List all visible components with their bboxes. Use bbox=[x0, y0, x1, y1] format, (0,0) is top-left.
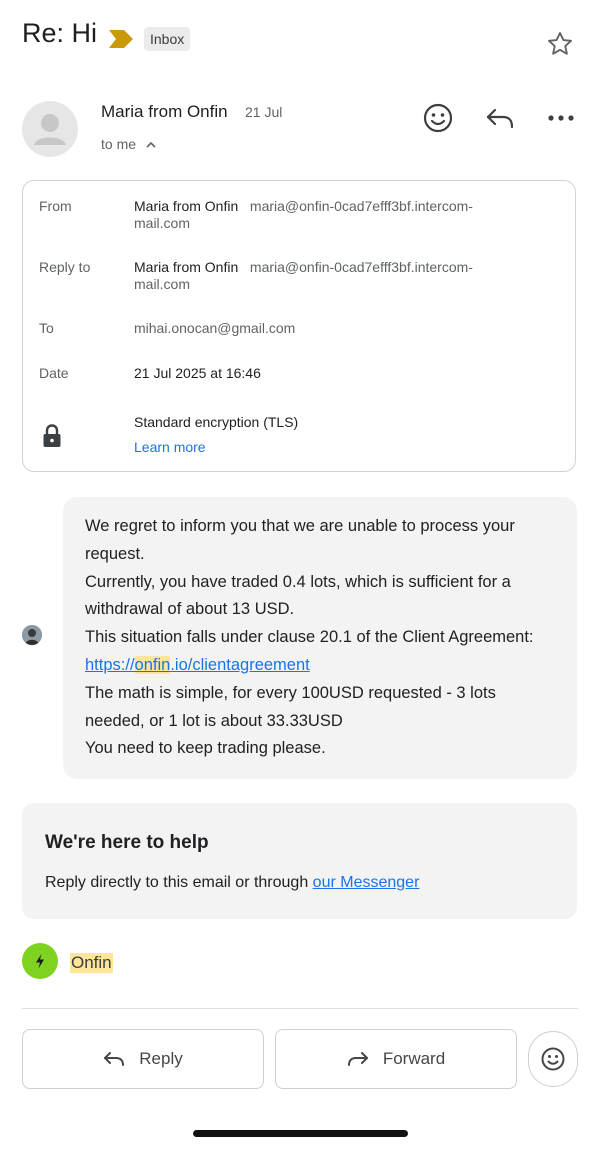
reply-button-label: Reply bbox=[139, 1049, 183, 1068]
reply-to-name: Maria from Onfin bbox=[134, 259, 239, 275]
from-email[interactable]: maria@onfin-0cad7efff3bf.intercom- bbox=[249, 198, 473, 214]
chevron-up-icon[interactable] bbox=[146, 141, 156, 148]
link-text[interactable]: .io/clientagreement bbox=[170, 655, 310, 674]
more-options-icon[interactable] bbox=[546, 106, 576, 130]
from-name: Maria from Onfin bbox=[134, 198, 239, 214]
to-label: To bbox=[39, 320, 54, 336]
emoji-icon bbox=[540, 1046, 566, 1072]
person-icon bbox=[22, 101, 78, 157]
sender-avatar[interactable] bbox=[22, 101, 78, 157]
body-paragraph: The math is simple, for every 100USD requested - 3 lots needed, or 1 lot is about 33.33USD bbox=[85, 683, 496, 730]
help-title: We're here to help bbox=[45, 832, 209, 853]
from-value bbox=[134, 198, 473, 232]
message-date: 21 Jul bbox=[245, 104, 283, 120]
reply-to-email[interactable]: maria@onfin-0cad7efff3bf.intercom- bbox=[249, 259, 473, 275]
help-card bbox=[22, 803, 577, 919]
forward-icon bbox=[347, 1050, 369, 1068]
recipient-toggle[interactable]: to me bbox=[101, 136, 137, 152]
star-icon[interactable] bbox=[546, 30, 574, 58]
body-text: This situation falls under clause 20.1 of the Client Agreement: bbox=[85, 628, 534, 647]
reply-icon[interactable] bbox=[484, 104, 516, 132]
divider bbox=[22, 1008, 578, 1009]
message-body bbox=[63, 497, 577, 779]
sender-name: Maria from Onfin bbox=[101, 102, 228, 121]
reply-to-value bbox=[134, 259, 473, 293]
client-agreement-link[interactable] bbox=[85, 656, 310, 674]
emoji-reaction-button[interactable] bbox=[528, 1031, 578, 1087]
brand-name: Onfin bbox=[71, 953, 112, 972]
date-value: 21 Jul 2025 at 16:46 bbox=[134, 365, 261, 381]
encryption-status: Standard encryption (TLS) bbox=[134, 414, 299, 430]
person-photo-icon bbox=[22, 625, 42, 645]
reply-button[interactable] bbox=[22, 1029, 264, 1089]
from-email-continued[interactable]: mail.com bbox=[134, 215, 191, 231]
body-paragraph: We regret to inform you that we are unable to process your request. bbox=[85, 517, 515, 563]
date-label: Date bbox=[39, 365, 69, 381]
onfin-logo bbox=[22, 943, 58, 979]
body-paragraph bbox=[85, 624, 559, 680]
emoji-reaction-icon[interactable] bbox=[422, 102, 454, 134]
help-text bbox=[45, 874, 419, 892]
important-marker-icon[interactable] bbox=[108, 29, 134, 49]
reply-to-email-continued[interactable]: mail.com bbox=[134, 276, 191, 292]
from-label: From bbox=[39, 198, 72, 214]
body-paragraph: You need to keep trading please. bbox=[85, 739, 326, 758]
lightning-icon bbox=[22, 943, 58, 979]
forward-button[interactable] bbox=[275, 1029, 517, 1089]
inbox-label-chip[interactable]: Inbox bbox=[144, 27, 190, 51]
sender-small-avatar bbox=[22, 625, 42, 645]
home-indicator[interactable] bbox=[193, 1130, 408, 1137]
link-text-highlighted[interactable]: onfin bbox=[134, 655, 171, 674]
learn-more-link[interactable]: Learn more bbox=[134, 439, 206, 455]
lock-icon bbox=[41, 423, 63, 449]
reply-icon bbox=[103, 1050, 125, 1068]
messenger-link[interactable]: our Messenger bbox=[312, 874, 420, 891]
message-details-panel bbox=[22, 180, 576, 472]
to-value[interactable]: mihai.onocan@gmail.com bbox=[134, 320, 296, 336]
link-text[interactable]: https:// bbox=[85, 655, 135, 674]
body-paragraph: Currently, you have traded 0.4 lots, which is sufficient for a withdrawal of about 13 USD. bbox=[85, 572, 511, 619]
help-text-body: Reply directly to this email or through bbox=[45, 874, 313, 891]
forward-button-label: Forward bbox=[382, 1049, 446, 1068]
reply-to-label: Reply to bbox=[39, 259, 91, 275]
email-subject: Re: Hi bbox=[22, 18, 98, 48]
